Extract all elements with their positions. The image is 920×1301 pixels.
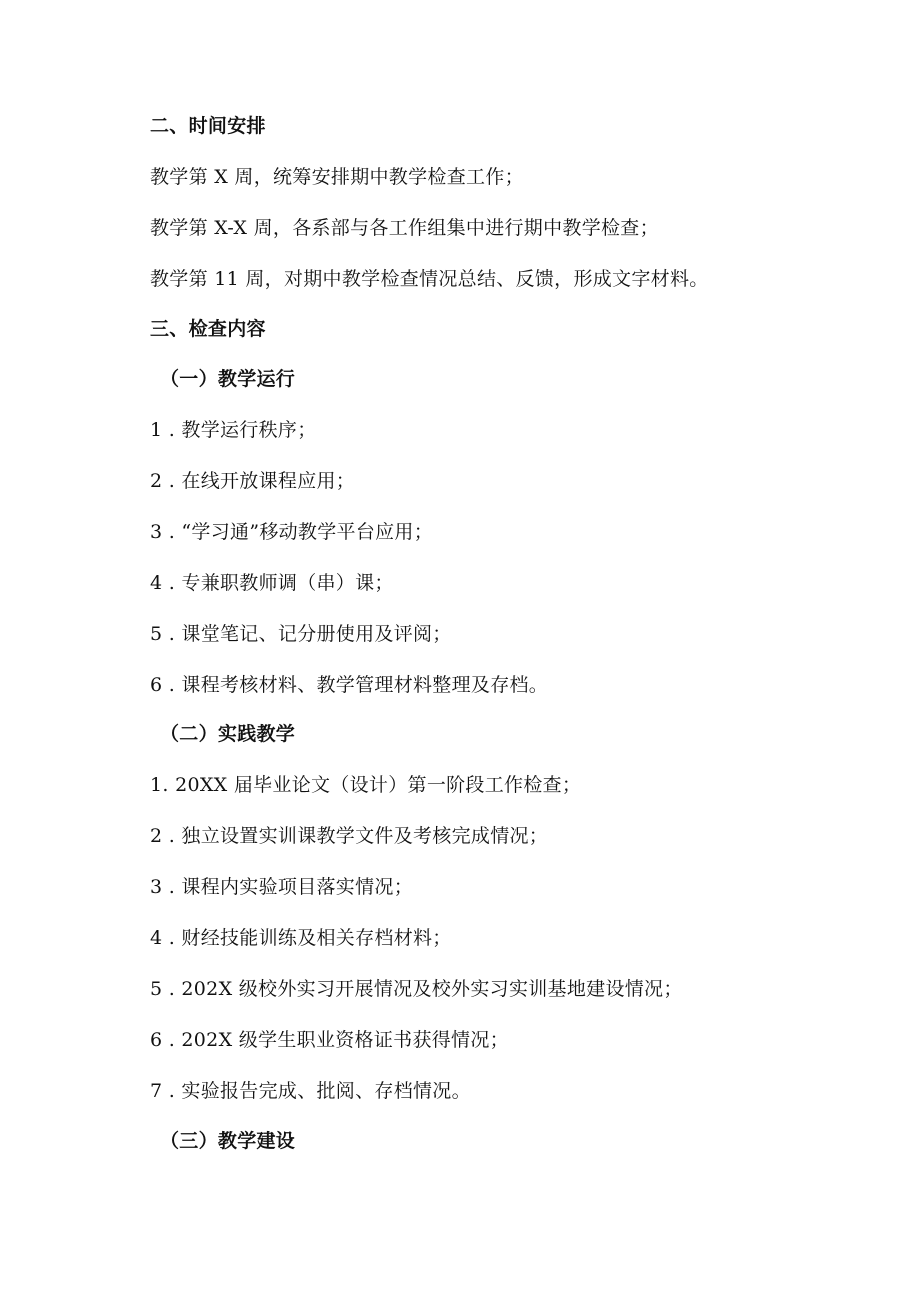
list-item: 5 . 202X 级校外实习开展情况及校外实习实训基地建设情况；	[150, 978, 683, 1000]
subsection-heading-teaching-operation: （一）教学运行	[160, 368, 296, 390]
subsection-heading-teaching-construction: （三）教学建设	[160, 1130, 296, 1152]
schedule-item: 教学第 X 周，统筹安排期中教学检查工作；	[150, 166, 524, 188]
list-item: 1. 20XX 届毕业论文（设计）第一阶段工作检查；	[150, 774, 582, 796]
section-heading-content: 三、检查内容	[150, 318, 266, 340]
list-item: 2 . 独立设置实训课教学文件及考核完成情况；	[150, 825, 549, 847]
list-item: 6 . 课程考核材料、教学管理材料整理及存档。	[150, 674, 549, 696]
list-item: 5 . 课堂笔记、记分册使用及评阅；	[150, 623, 452, 645]
subsection-heading-practice-teaching: （二）实践教学	[160, 723, 296, 745]
list-item: 2 . 在线开放课程应用；	[150, 470, 356, 492]
list-item: 6 . 202X 级学生职业资格证书获得情况；	[150, 1029, 509, 1051]
schedule-item: 教学第 X-X 周，各系部与各工作组集中进行期中教学检查；	[150, 217, 659, 239]
schedule-item: 教学第 11 周，对期中教学检查情况总结、反馈，形成文字材料。	[150, 268, 709, 290]
list-item: 7 . 实验报告完成、批阅、存档情况。	[150, 1080, 471, 1102]
list-item: 3 . 课程内实验项目落实情况；	[150, 876, 414, 898]
list-item: 3 . “学习通”移动教学平台应用；	[150, 521, 434, 543]
section-heading-schedule: 二、时间安排	[150, 115, 266, 137]
list-item: 4 . 财经技能训练及相关存档材料；	[150, 927, 452, 949]
list-item: 4 . 专兼职教师调（串）课；	[150, 572, 394, 594]
list-item: 1 . 教学运行秩序；	[150, 419, 317, 441]
